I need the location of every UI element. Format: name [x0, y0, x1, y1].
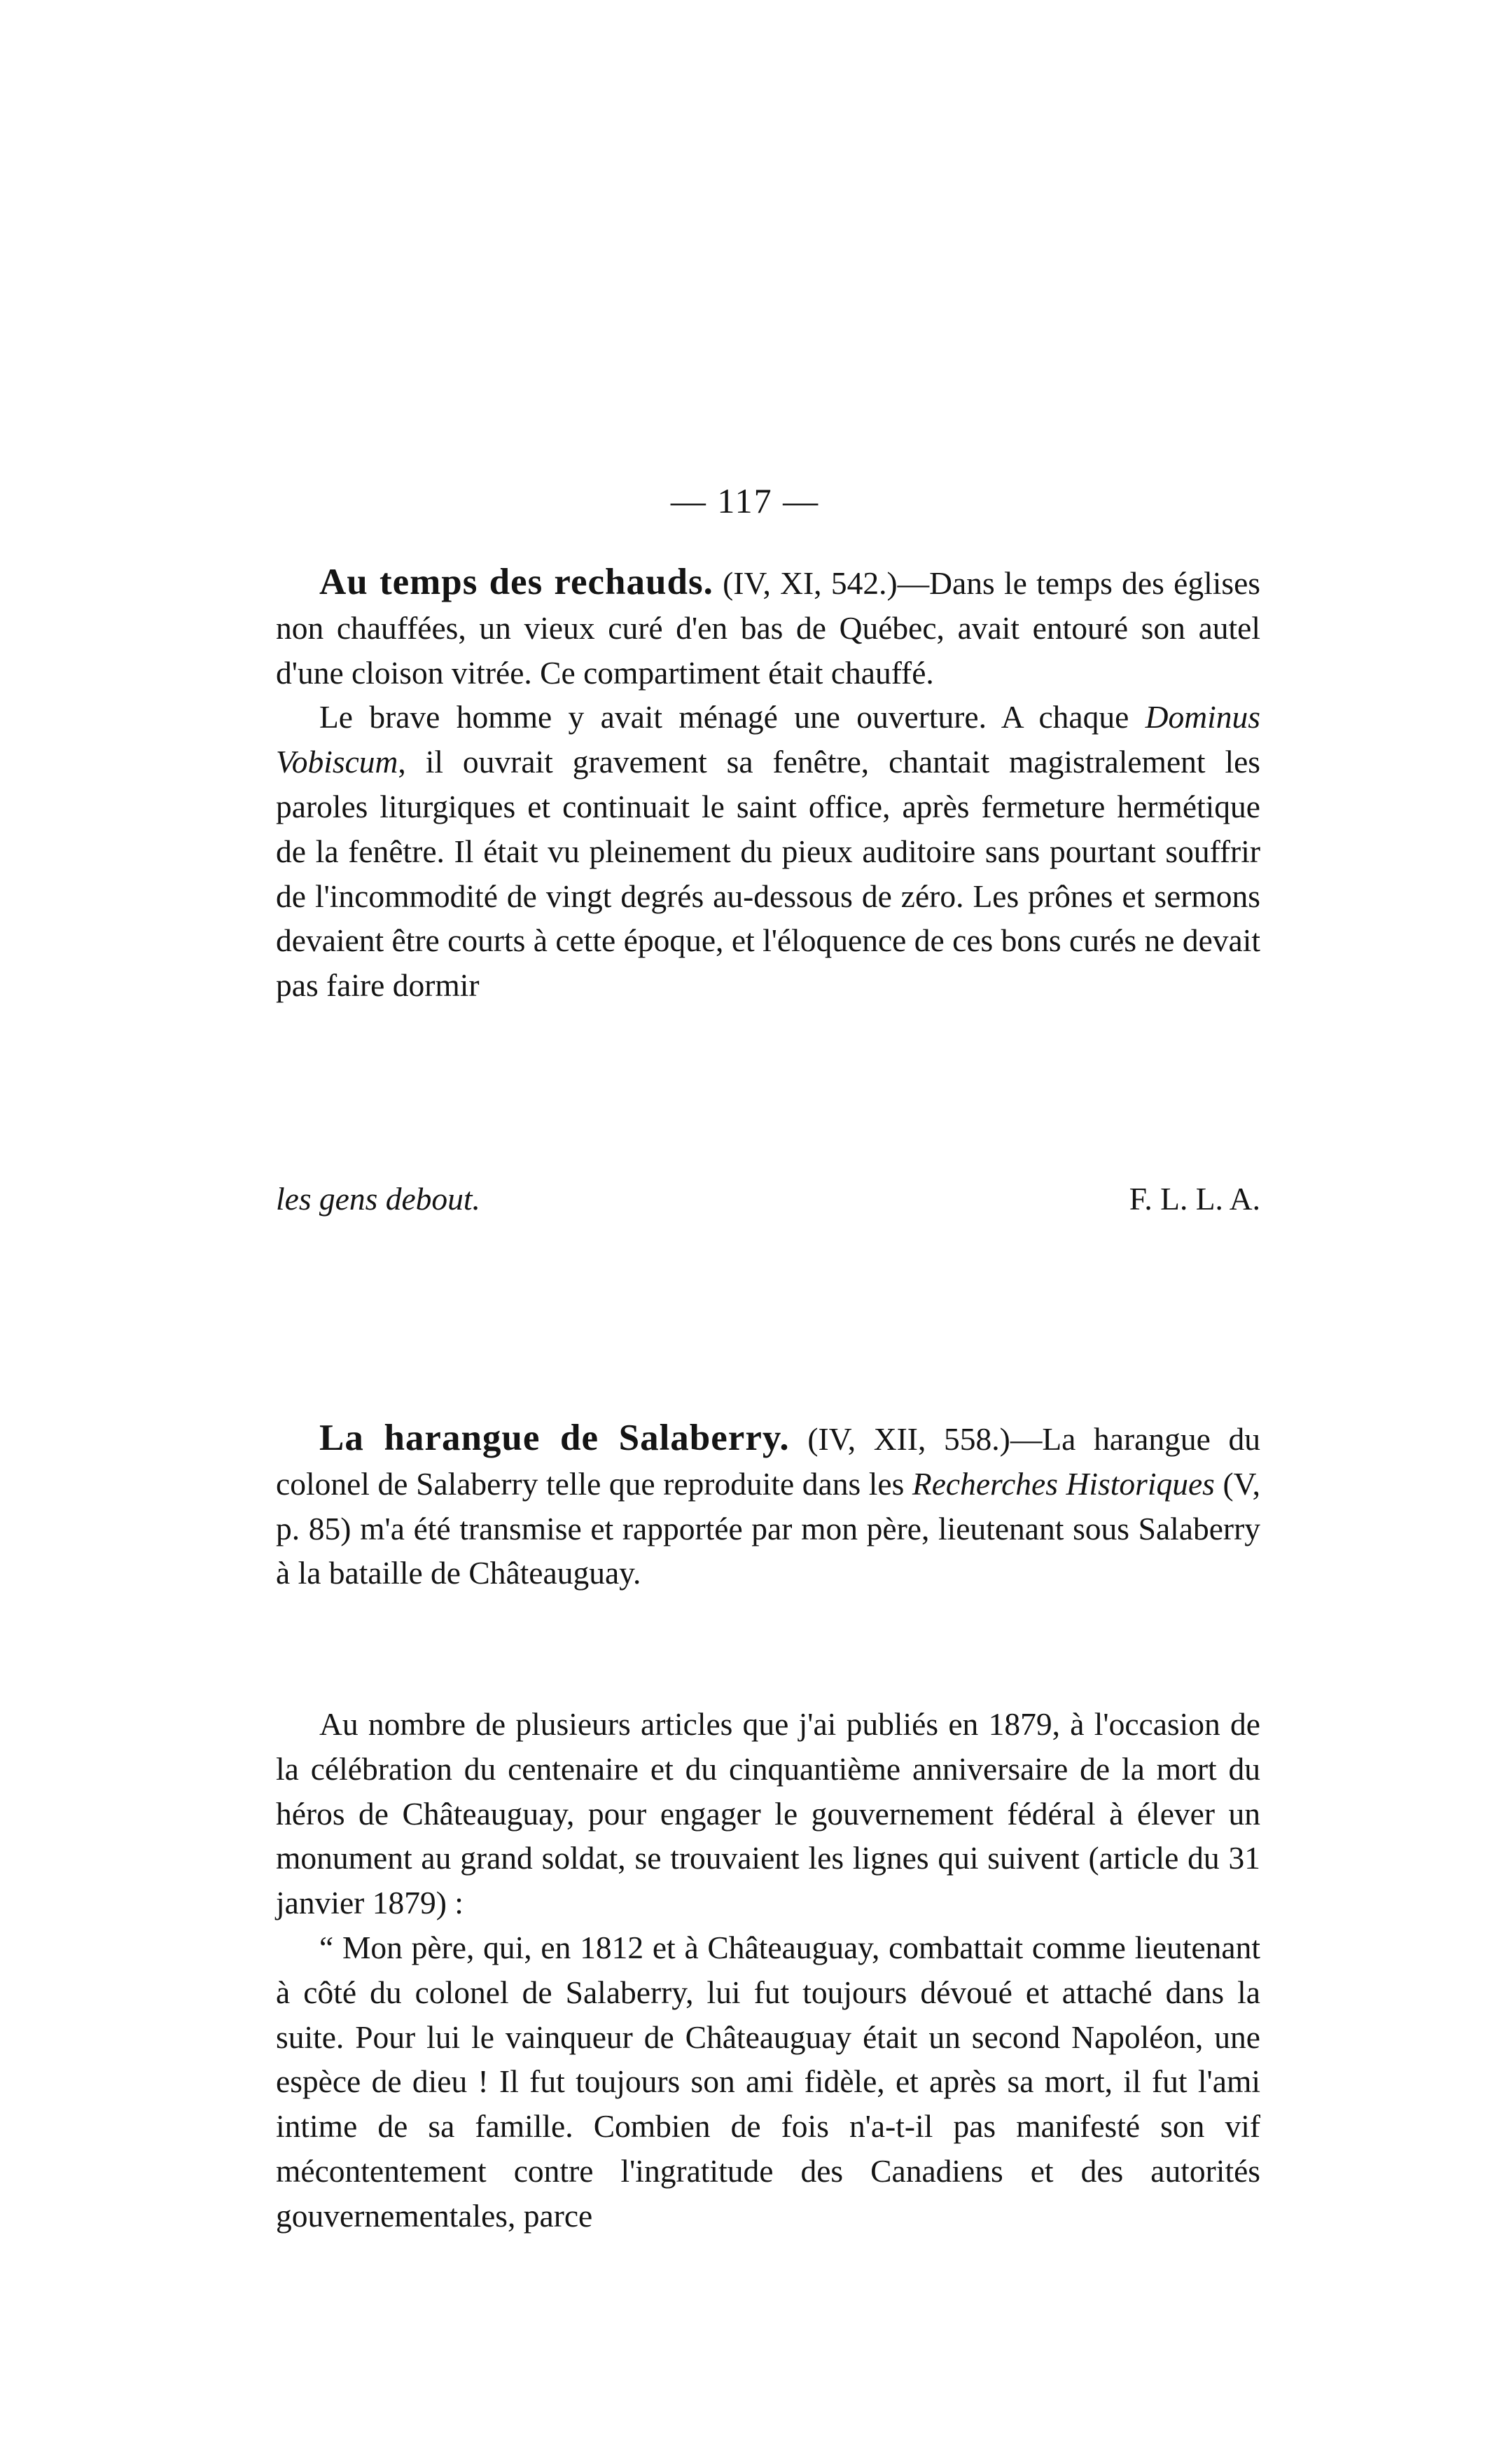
paragraph-text: (V, p. 85) m'a été transmise et rapportée par mon père, lieutenant sous Salaberry à la bataille de Châteauguay.	[276, 1465, 1260, 1591]
article-reference-rechauds: (IV, XI, 542.)—	[713, 565, 930, 601]
article-salaberry-paragraph-2: Au nombre de plusieurs articles que j'ai publiés en 1879, à l'occasion de la célébration du centenaire et du cinquantième anniversaire de la mort du héros de Châteauguay, pour engager le gouvernement fédéral à élever un monument au grand soldat, se trouvaient les lignes qui suivent (article du 31 janvier 1879) :	[276, 1706, 1260, 1921]
paragraph-text: , il ouvrait gravement sa fenêtre, chantait magistralement les paroles liturgiques et continuait le saint office, après fermeture hermétique de la fenêtre. Il était vu pleinement du pieux auditoire sans pourtant souffrir de l'incommodité de vingt degrés au-dessous de zéro. Les prônes et sermons devaient être courts à cette époque, et l'éloquence de ces bons curés ne devait pas faire dormir	[276, 744, 1260, 1004]
article-reference-salaberry: (IV, XII, 558.)—	[789, 1421, 1043, 1457]
article-rechauds-closing	[276, 1177, 1260, 1221]
article-rechauds-paragraph-2	[276, 695, 1260, 1008]
paragraph-text: Le brave homme y avait ménagé une ouverture. A chaque	[319, 699, 1146, 735]
article-salaberry-intro	[276, 1416, 1260, 1596]
signature-line	[276, 1177, 1260, 1221]
publication-title: Recherches Historiques	[912, 1465, 1215, 1502]
article-salaberry-paragraph-1	[276, 1416, 1260, 1596]
article-heading-salaberry: La harangue de Salaberry.	[319, 1418, 790, 1458]
article-salaberry-paragraph-3: “ Mon père, qui, en 1812 et à Châteauguay, combattait comme lieutenant à côté du colonel de Salaberry, lui fut toujours dévoué et attaché dans la suite. Pour lui le vainqueur de Châteauguay était un second Napoléon, une espèce de dieu ! Il fut toujours son ami fidèle, et après sa mort, il fut l'ami intime de sa famille. Combien de fois n'a-t-il pas manifesté son vif mécontentement contre l'ingratitude des Canadiens et des autorités gouvernementales, parce	[276, 1929, 1260, 2234]
article-rechauds-intro	[276, 560, 1260, 1008]
closing-phrase: les gens debout.	[276, 1181, 480, 1217]
paragraph-text: Dans le temps des églises non chauffées, un vieux curé d'en bas de Québec, avait entouré son autel d'une cloison vitrée. Ce compartiment était chauffé.	[276, 565, 1260, 691]
article-heading-rechauds: Au temps des rechauds.	[319, 562, 713, 602]
page-number: — 117 —	[670, 481, 820, 520]
author-signature: F. L. L. A.	[1129, 1181, 1260, 1217]
paragraph-text: La harangue du colonel de Salaberry telle que reproduite dans les	[276, 1421, 1260, 1502]
article-rechauds-paragraph-1	[276, 560, 1260, 695]
latin-phrase: Dominus Vobiscum	[276, 699, 1260, 780]
article-salaberry-body	[276, 1702, 1260, 2238]
